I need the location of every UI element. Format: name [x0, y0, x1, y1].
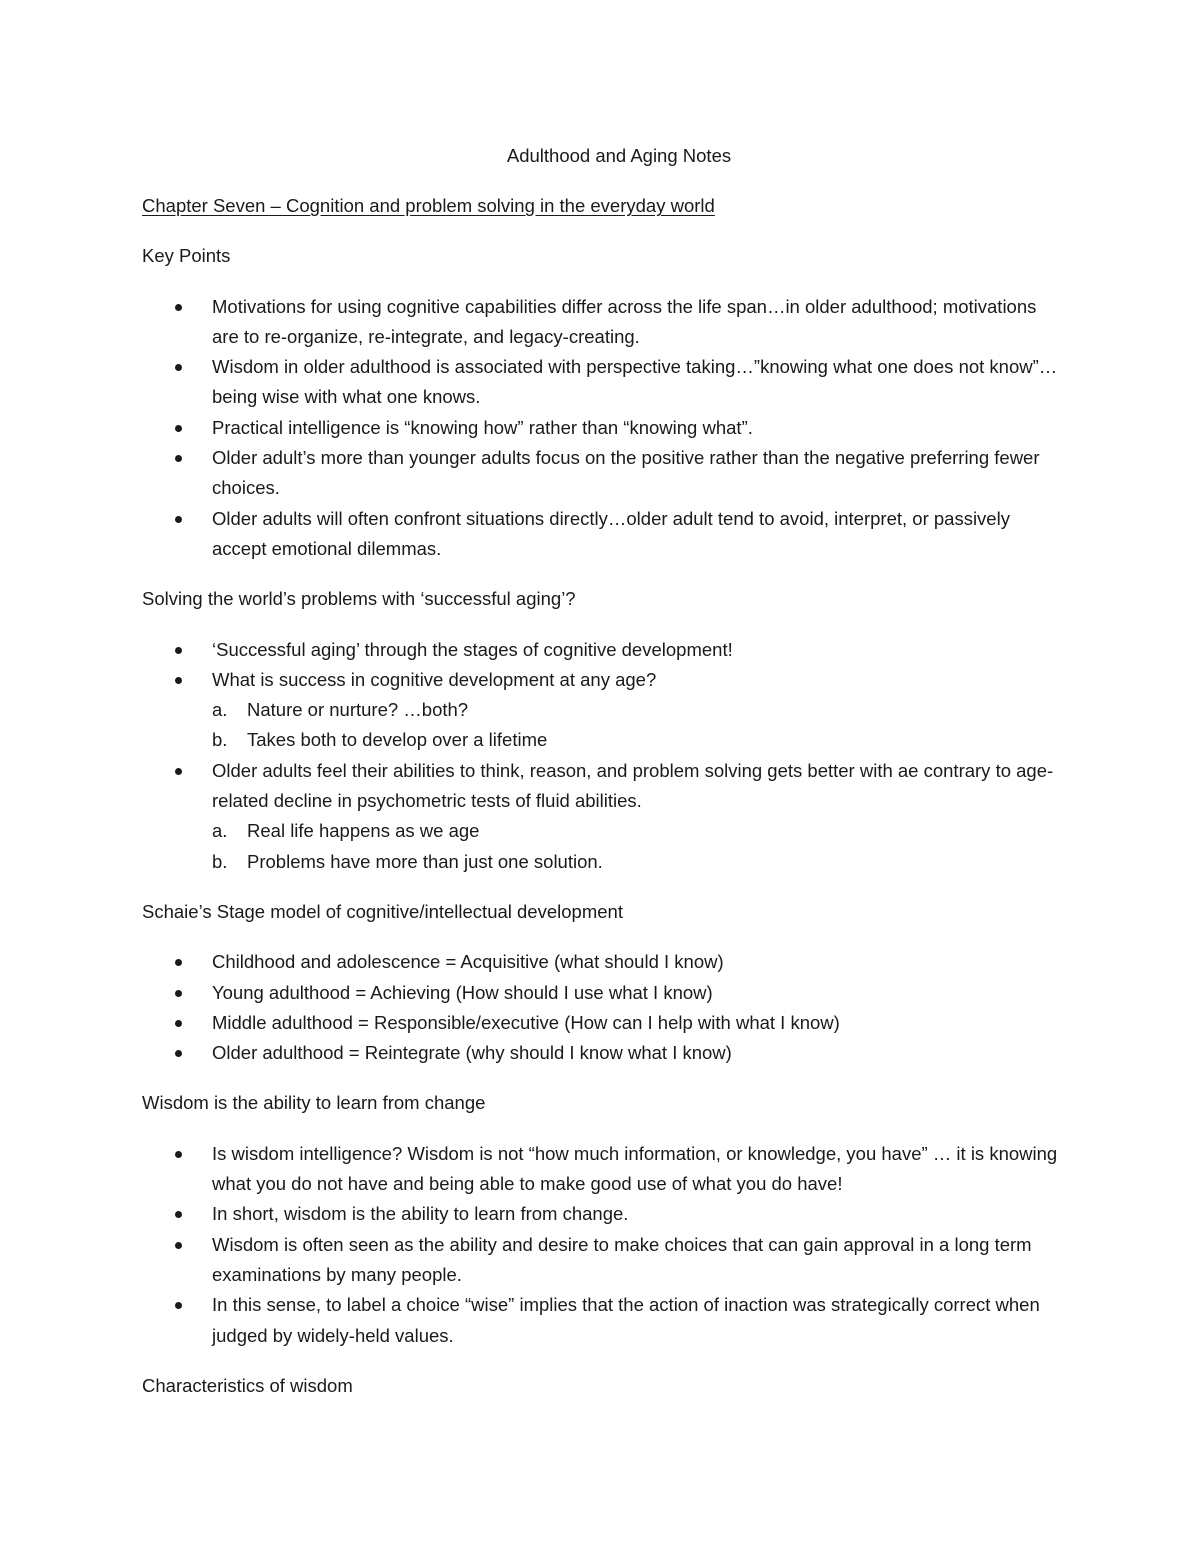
list-item-text: Wisdom is often seen as the ability and desire to make choices that can gain approval in a long term examinations by many people.	[212, 1233, 1032, 1285]
list-item	[142, 947, 1062, 977]
bullet-icon	[175, 1211, 182, 1218]
list-item	[142, 756, 1062, 877]
sub-list-text: Takes both to develop over a lifetime	[247, 729, 548, 751]
bullet-list	[142, 635, 1062, 877]
bullet-icon	[175, 677, 182, 684]
document-title: Adulthood and Aging Notes	[506, 145, 732, 166]
section-heading: Wisdom is the ability to learn from change	[142, 1092, 486, 1114]
chapter-heading: Chapter Seven – Cognition and problem solving in the everyday world	[142, 195, 715, 216]
document-body	[142, 141, 1062, 1421]
bullet-list	[142, 947, 1062, 1068]
section-heading: Schaie’s Stage model of cognitive/intellectual development	[142, 900, 623, 922]
list-item-text: Motivations for using cognitive capabilities differ across the life span…in older adulthood; motivations are to re-organize, re-integrate, and legacy-creating.	[212, 295, 1037, 347]
bullet-icon	[175, 990, 182, 997]
bullet-icon	[175, 647, 182, 654]
section-heading: Key Points	[142, 245, 231, 267]
list-item	[142, 1008, 1062, 1038]
sub-list-marker: a.	[212, 820, 228, 842]
bullet-list	[142, 1139, 1062, 1351]
list-item	[142, 635, 1062, 665]
sub-list	[212, 816, 1062, 877]
list-item	[142, 413, 1062, 443]
bullet-icon	[175, 1242, 182, 1249]
list-item-text: Young adulthood = Achieving (How should I use what I know)	[212, 981, 713, 1003]
list-item-text: What is success in cognitive development at any age?	[212, 668, 657, 690]
sub-list-marker: b.	[212, 850, 228, 872]
bullet-icon	[175, 455, 182, 462]
list-item-text: Wisdom in older adulthood is associated with perspective taking…”knowing what one does not know”…being wise with what one knows.	[212, 356, 1058, 408]
sub-list-text: Nature or nurture? …both?	[247, 699, 469, 721]
sub-list-marker: a.	[212, 699, 228, 721]
bullet-icon	[175, 304, 182, 311]
list-item-text: In short, wisdom is the ability to learn from change.	[212, 1203, 629, 1225]
list-item	[142, 1199, 1062, 1229]
bullet-icon	[175, 516, 182, 523]
bullet-icon	[175, 1050, 182, 1057]
list-item-text: Childhood and adolescence = Acquisitive (what should I know)	[212, 951, 724, 973]
list-item-text: ‘Successful aging’ through the stages of cognitive development!	[212, 638, 733, 660]
bullet-icon	[175, 1020, 182, 1027]
list-item	[142, 504, 1062, 565]
list-item-text: In this sense, to label a choice “wise” implies that the action of inaction was strategically correct when judged by widely-held values.	[212, 1294, 1040, 1346]
bullet-icon	[175, 364, 182, 371]
section-heading: Characteristics of wisdom	[142, 1374, 353, 1396]
sub-list-marker: b.	[212, 729, 228, 751]
list-item	[142, 978, 1062, 1008]
list-item	[142, 443, 1062, 504]
sub-list-item	[212, 725, 1062, 755]
bullet-icon	[175, 768, 182, 775]
sub-list	[212, 695, 1062, 756]
bullet-icon	[175, 425, 182, 432]
list-item	[142, 352, 1062, 413]
sub-list-text: Problems have more than just one solution.	[247, 850, 603, 872]
sub-list-item	[212, 695, 1062, 725]
bullet-list	[142, 292, 1062, 565]
list-item-text: Older adults will often confront situations directly…older adult tend to avoid, interpret, or passively accept emotional dilemmas.	[212, 507, 1010, 559]
list-item	[142, 1290, 1062, 1351]
bullet-icon	[175, 1302, 182, 1309]
list-item-text: Older adults feel their abilities to think, reason, and problem solving gets better with ae contrary to age-related decline in psychometric tests of fluid abilities.	[212, 759, 1054, 812]
sections-container	[142, 241, 1062, 1401]
bullet-icon	[175, 1151, 182, 1158]
list-item	[142, 1139, 1062, 1200]
list-item	[142, 665, 1062, 756]
bullet-icon	[175, 959, 182, 966]
sub-list-item	[212, 816, 1062, 846]
list-item-text: Older adulthood = Reintegrate (why should I know what I know)	[212, 1042, 732, 1064]
list-item	[142, 292, 1062, 353]
sub-list-item	[212, 847, 1062, 877]
list-item-text: Middle adulthood = Responsible/executive (How can I help with what I know)	[212, 1011, 840, 1033]
sub-list-text: Real life happens as we age	[247, 820, 480, 842]
list-item-text: Older adult’s more than younger adults focus on the positive rather than the negative preferring fewer choices.	[212, 447, 1040, 499]
section-heading: Solving the world’s problems with ‘successful aging’?	[142, 588, 576, 610]
list-item	[142, 1230, 1062, 1291]
list-item-text: Practical intelligence is “knowing how” rather than “knowing what”.	[212, 416, 753, 438]
list-item	[142, 1038, 1062, 1068]
list-item-text: Is wisdom intelligence? Wisdom is not “how much information, or knowledge, you have” … it is knowing what you do not have and being able to make good use of what you do have!	[212, 1142, 1058, 1195]
